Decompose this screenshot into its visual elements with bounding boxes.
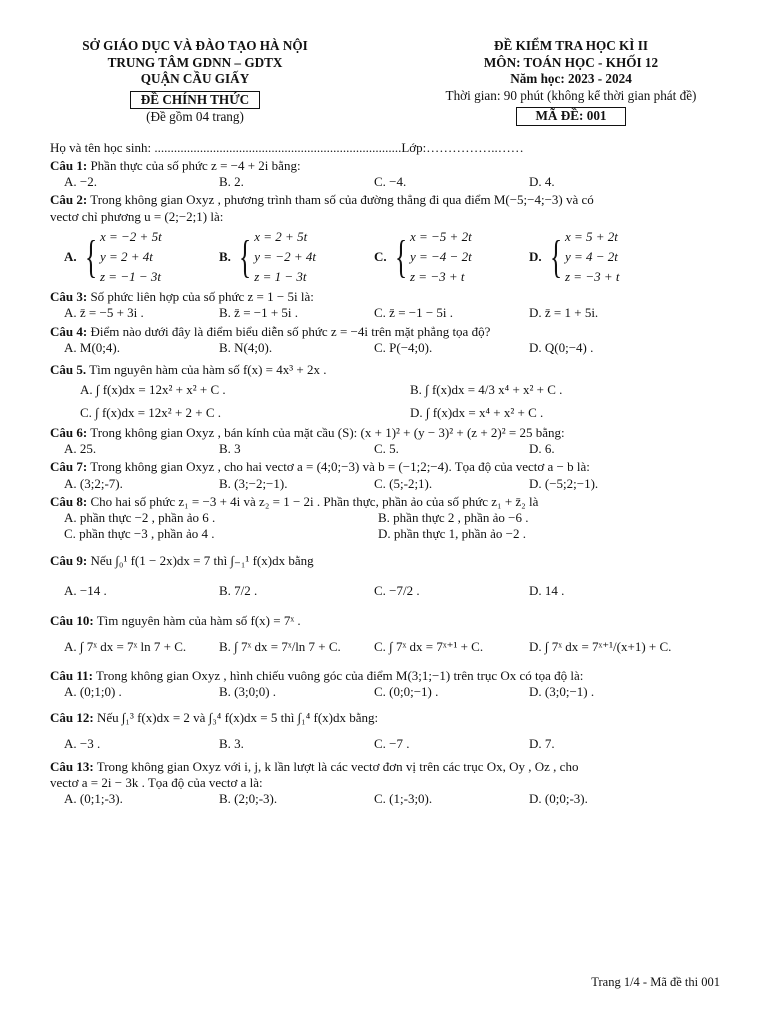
option-b[interactable]: B. (3;−2;−1). [219,475,288,491]
option-b[interactable]: B. 7/2 . [219,582,258,598]
option-c[interactable]: C. ∫ 7ˣ dx = 7ˣ⁺¹ + C. [374,639,484,655]
option-b[interactable]: B. (3;0;0) . [219,683,277,699]
option-a[interactable]: A. { x = −2 + 5t y = 2 + 4t z = −1 − 3t [64,227,219,287]
eq-y: y = −2 + 4t [254,248,316,264]
page-footer: Trang 1/4 - Mã đề thi 001 [591,975,720,989]
question-7 [50,459,726,475]
option-d[interactable]: D. 7. [529,736,555,752]
option-b[interactable]: B. { x = 2 + 5t y = −2 + 4t z = 1 − 3t [219,227,374,287]
question-12-options [50,736,726,752]
question-label: Câu 10: [50,613,94,629]
option-d[interactable]: D. (0;0;-3). [529,791,588,807]
issuer-line-1: SỞ GIÁO DỤC VÀ ĐÀO TẠO HÀ NỘI [82,38,308,53]
question-text: Điểm nào dưới đây là điểm biểu diễn số phức z = −4i trên mặt phẳng tọa độ? [87,323,491,339]
question-label: Câu 7: [50,459,88,475]
question-3 [50,289,726,305]
option-a[interactable]: A. −3 . [64,736,101,752]
option-b[interactable]: B. (2;0;-3). [219,791,278,807]
option-d[interactable]: D. phần thực 1, phần ảo −2 . [378,526,526,542]
question-text: Trong không gian Oxyz với i, j, k lần lượt là các vectơ đơn vị trên các trục Ox, Oy , Oz , cho [93,758,579,774]
question-text: Nếu ∫₀¹ f(1 − 2x)dx = 7 thì ∫₋₁¹ f(x)dx bằng [87,552,314,568]
question-2-text-cont: vectơ chỉ phương u = (2;−2;1) là: [50,208,224,224]
exam-duration: Thời gian: 90 phút (không kể thời gian phát đề) [445,87,697,103]
official-badge: ĐỀ CHÍNH THỨC [130,91,260,110]
eq-x: x = −2 + 5t [99,228,162,244]
option-c[interactable]: C. ∫ f(x)dx = 12x² + 2 + C . [80,404,222,420]
question-6-options [50,441,726,457]
exam-code-badge: MÃ ĐỀ: 001 [516,107,625,126]
option-c[interactable]: C. −7 . [374,736,410,752]
question-1-options [50,174,726,190]
question-13 [50,759,726,775]
question-5-options [50,382,726,421]
option-b[interactable]: B. 2. [219,174,244,189]
option-a[interactable]: A. ∫ f(x)dx = 12x² + x² + C . [80,382,226,398]
option-c[interactable]: C. z̄ = −1 − 5i . [374,305,454,321]
question-4-options [50,340,726,356]
question-text: Trong không gian Oxyz , phương trình tham số của đường thẳng đi qua điểm M(−5;−4;−3) và có [87,192,594,208]
option-a[interactable]: A. (0;1;0) . [64,683,122,699]
option-b[interactable]: B. 3 [219,441,241,457]
student-info-line: Họ và tên học sinh: ............................................................................Lớp:……………..…… [50,139,524,155]
exam-year: Năm học: 2023 - 2024 [510,71,632,86]
option-a[interactable]: A. −2. [64,174,97,189]
question-label: Câu 9: [50,552,88,568]
option-b[interactable]: B. 3. [219,736,244,752]
exam-subject: MÔN: TOÁN HỌC - KHỐI 12 [483,54,659,70]
question-text: Phần thực của số phức z = −4 + 2i bằng: [87,157,301,173]
question-6 [50,425,726,441]
page-count-note: (Đề gồm 04 trang) [146,109,244,124]
question-label: Câu 8: [50,493,88,509]
question-label: Câu 12: [50,710,94,726]
eq-y: y = −4 − 2t [409,248,472,264]
option-c[interactable]: C. −4. [374,174,407,189]
question-label: Câu 1: [50,157,88,173]
option-b[interactable]: B. phần thực 2 , phần ảo −6 . [378,510,529,526]
question-1 [50,158,726,174]
question-11-options [50,684,726,700]
option-a[interactable]: A. 25. [64,441,97,457]
question-text: Tìm nguyên hàm của hàm số f(x) = 4x³ + 2x . [86,362,327,378]
eq-x: x = 5 + 2t [564,228,618,244]
question-3-options [50,305,726,321]
option-c[interactable]: C. { x = −5 + 2t y = −4 − 2t z = −3 + t [374,227,529,287]
eq-z: z = −3 + t [564,269,620,285]
option-b[interactable]: B. z̄ = −1 + 5i . [219,305,299,321]
option-c[interactable]: C. phần thực −3 , phần ảo 4 . [64,526,215,542]
question-text: Cho hai số phức z₁ = −3 + 4i và z₂ = 1 − 2i . Phần thực, phần ảo của số phức z₁ + z̄₂ là [87,493,539,509]
eq-y: y = 2 + 4t [99,248,153,264]
option-c[interactable]: C. 5. [374,441,399,457]
option-d[interactable]: D. 4. [529,174,555,189]
question-11 [50,668,726,684]
question-9-options [50,583,726,599]
exam-title: ĐỀ KIỂM TRA HỌC KÌ II [493,38,648,53]
eq-y: y = 4 − 2t [564,248,618,264]
question-7-options [50,476,726,492]
question-12 [50,710,726,726]
question-2 [50,192,726,208]
issuer-block [50,38,340,126]
option-d[interactable]: D. Q(0;−4) . [529,339,594,355]
question-text: Trong không gian Oxyz , cho hai vectơ a = (4;0;−3) và b = (−1;2;−4). Tọa độ của vectơ a − b là: [87,459,590,475]
question-text: Nếu ∫₁³ f(x)dx = 2 và ∫₃⁴ f(x)dx = 5 thì ∫₁⁴ f(x)dx bằng: [93,710,379,726]
eq-z: z = −1 − 3t [99,269,161,285]
option-a[interactable]: A. (0;1;-3). [64,791,123,807]
option-d[interactable]: D. ∫ f(x)dx = x⁴ + x² + C . [410,404,544,420]
question-5 [50,362,726,378]
question-13-options [50,791,726,807]
option-d[interactable]: D. 14 . [529,582,565,598]
option-d[interactable]: D. (−5;2;−1). [529,475,599,491]
option-b[interactable]: B. N(4;0). [219,339,273,355]
question-10 [50,613,726,629]
option-d[interactable]: D. ∫ 7ˣ dx = 7ˣ⁺¹/(x+1) + C. [529,639,672,655]
question-text: Số phức liên hợp của số phức z = 1 − 5i là: [87,289,314,305]
question-9 [50,553,726,569]
question-label: Câu 3: [50,289,88,305]
question-label: Câu 13: [50,758,94,774]
exam-info-block [416,38,726,126]
option-b[interactable]: B. ∫ f(x)dx = 4/3 x⁴ + x² + C . [410,382,563,398]
question-text: Tìm nguyên hàm của hàm số f(x) = 7ˣ . [93,613,301,629]
question-4 [50,324,726,340]
question-label: Câu 2: [50,192,88,208]
issuer-line-3: QUẬN CẦU GIẤY [140,71,250,86]
question-label: Câu 6: [50,424,88,440]
issuer-line-2: TRUNG TÂM GDNN – GDTX [107,54,283,70]
question-13-text-cont: vectơ a = 2i − 3k . Tọa độ của vectơ a là: [50,774,263,790]
option-d[interactable]: D. { x = 5 + 2t y = 4 − 2t z = −3 + t [529,227,684,287]
option-a[interactable]: A. M(0;4). [64,339,120,355]
eq-z: z = 1 − 3t [254,269,307,285]
option-a[interactable]: A. z̄ = −5 + 3i . [64,305,144,321]
question-10-options [50,639,726,655]
question-8-options [50,510,726,543]
option-b[interactable]: B. ∫ 7ˣ dx = 7ˣ/ln 7 + C. [219,639,341,655]
option-c[interactable]: C. P(−4;0). [374,339,433,355]
option-d[interactable]: D. 6. [529,441,555,457]
question-label: Câu 4: [50,323,88,339]
option-d[interactable]: D. z̄ = 1 + 5i. [529,305,599,321]
option-a[interactable]: A. (3;2;-7). [64,475,123,491]
option-c[interactable]: C. (0;0;−1) . [374,683,439,699]
option-a[interactable]: A. −14 . [64,582,107,598]
eq-x: x = 2 + 5t [254,228,308,244]
question-2-options [50,227,726,287]
question-text: Trong không gian Oxyz , bán kính của mặt cầu (S): (x + 1)² + (y − 3)² + (z + 2)² = 25 bằng: [87,424,565,440]
option-a[interactable]: A. phần thực −2 , phần ảo 6 . [64,510,216,526]
question-text: Trong không gian Oxyz , hình chiếu vuông góc của điểm M(3;1;−1) trên trục Ox có tọa độ là: [92,667,584,683]
option-c[interactable]: C. (5;-2;1). [374,475,433,491]
question-8 [50,494,726,510]
question-label: Câu 5. [50,362,87,378]
option-a[interactable]: A. ∫ 7ˣ dx = 7ˣ ln 7 + C. [64,639,187,655]
option-d[interactable]: D. (3;0;−1) . [529,683,595,699]
exam-header [50,38,726,126]
option-c[interactable]: C. −7/2 . [374,582,420,598]
option-c[interactable]: C. (1;-3;0). [374,791,433,807]
eq-x: x = −5 + 2t [409,228,472,244]
question-label: Câu 11: [50,667,93,683]
eq-z: z = −3 + t [409,269,465,285]
